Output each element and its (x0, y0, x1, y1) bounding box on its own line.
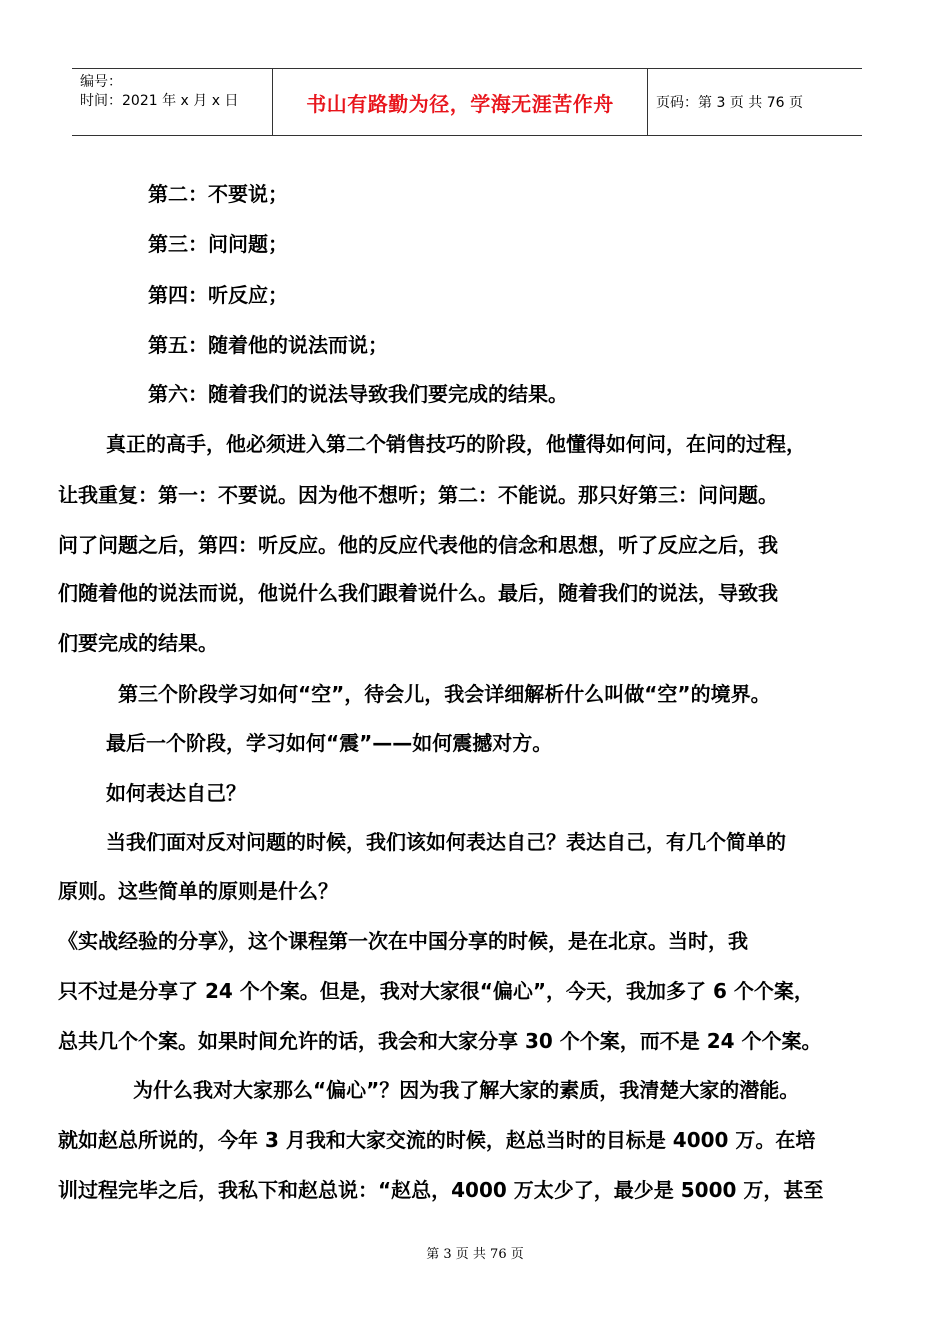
body-line: 第六：随着我们的说法导致我们要完成的结果。 (148, 382, 568, 406)
body-line: 第五：随着他的说法而说； (148, 333, 388, 357)
body-line: 训过程完毕之后，我私下和赵总说：“赵总，4000 万太少了，最少是 5000 万，甚至 (58, 1178, 824, 1202)
header-motto: 书山有路勤为径，学海无涯苦作舟 (306, 91, 614, 116)
page-footer: 第 3 页 共 76 页 (426, 1247, 524, 1262)
body-line: 第三个阶段学习如何“空”，待会儿，我会详细解析什么叫做“空”的境界。 (118, 682, 771, 706)
page-header (72, 68, 862, 136)
header-page-info: 页码：第 3 页 共 76 页 (656, 95, 803, 111)
document-number-label: 编号： (80, 74, 122, 90)
body-line: 第二：不要说； (148, 182, 288, 206)
header-meta-cell (72, 69, 272, 135)
body-line: 第三：问问题； (148, 232, 288, 256)
body-line: 第四：听反应； (148, 283, 288, 307)
header-page-cell (648, 69, 862, 135)
body-line: 就如赵总所说的，今年 3 月我和大家交流的时候，赵总当时的目标是 4000 万。在培 (58, 1128, 816, 1152)
body-line: 如何表达自己？ (106, 781, 246, 805)
body-line: 真正的高手，他必须进入第二个销售技巧的阶段，他懂得如何问，在问的过程， (106, 432, 806, 456)
body-line: 只不过是分享了 24 个个案。但是，我对大家很“偏心”，今天，我加多了 6 个个案， (58, 979, 814, 1003)
body-line: 问了问题之后，第四：听反应。他的反应代表他的信念和思想，听了反应之后，我 (58, 533, 778, 557)
body-line: 总共几个个案。如果时间允许的话，我会和大家分享 30 个个案，而不是 24 个个案。 (58, 1029, 822, 1053)
body-line: 《实战经验的分享》，这个课程第一次在中国分享的时候，是在北京。当时，我 (58, 929, 748, 953)
body-line: 让我重复：第一：不要说。因为他不想听；第二：不能说。那只好第三：问问题。 (58, 483, 778, 507)
body-line: 们随着他的说法而说，他说什么我们跟着说什么。最后，随着我们的说法，导致我 (58, 581, 778, 605)
body-line: 当我们面对反对问题的时候，我们该如何表达自己？表达自己，有几个简单的 (106, 830, 786, 854)
body-line: 最后一个阶段，学习如何“震”——如何震撼对方。 (106, 731, 553, 755)
body-line: 为什么我对大家那么“偏心”？因为我了解大家的素质，我清楚大家的潜能。 (133, 1078, 800, 1102)
body-line: 原则。这些简单的原则是什么？ (58, 879, 338, 903)
body-line: 们要完成的结果。 (58, 631, 218, 655)
document-time-label: 时间：2021 年 x 月 x 日 (80, 93, 239, 109)
header-motto-cell (272, 69, 648, 135)
